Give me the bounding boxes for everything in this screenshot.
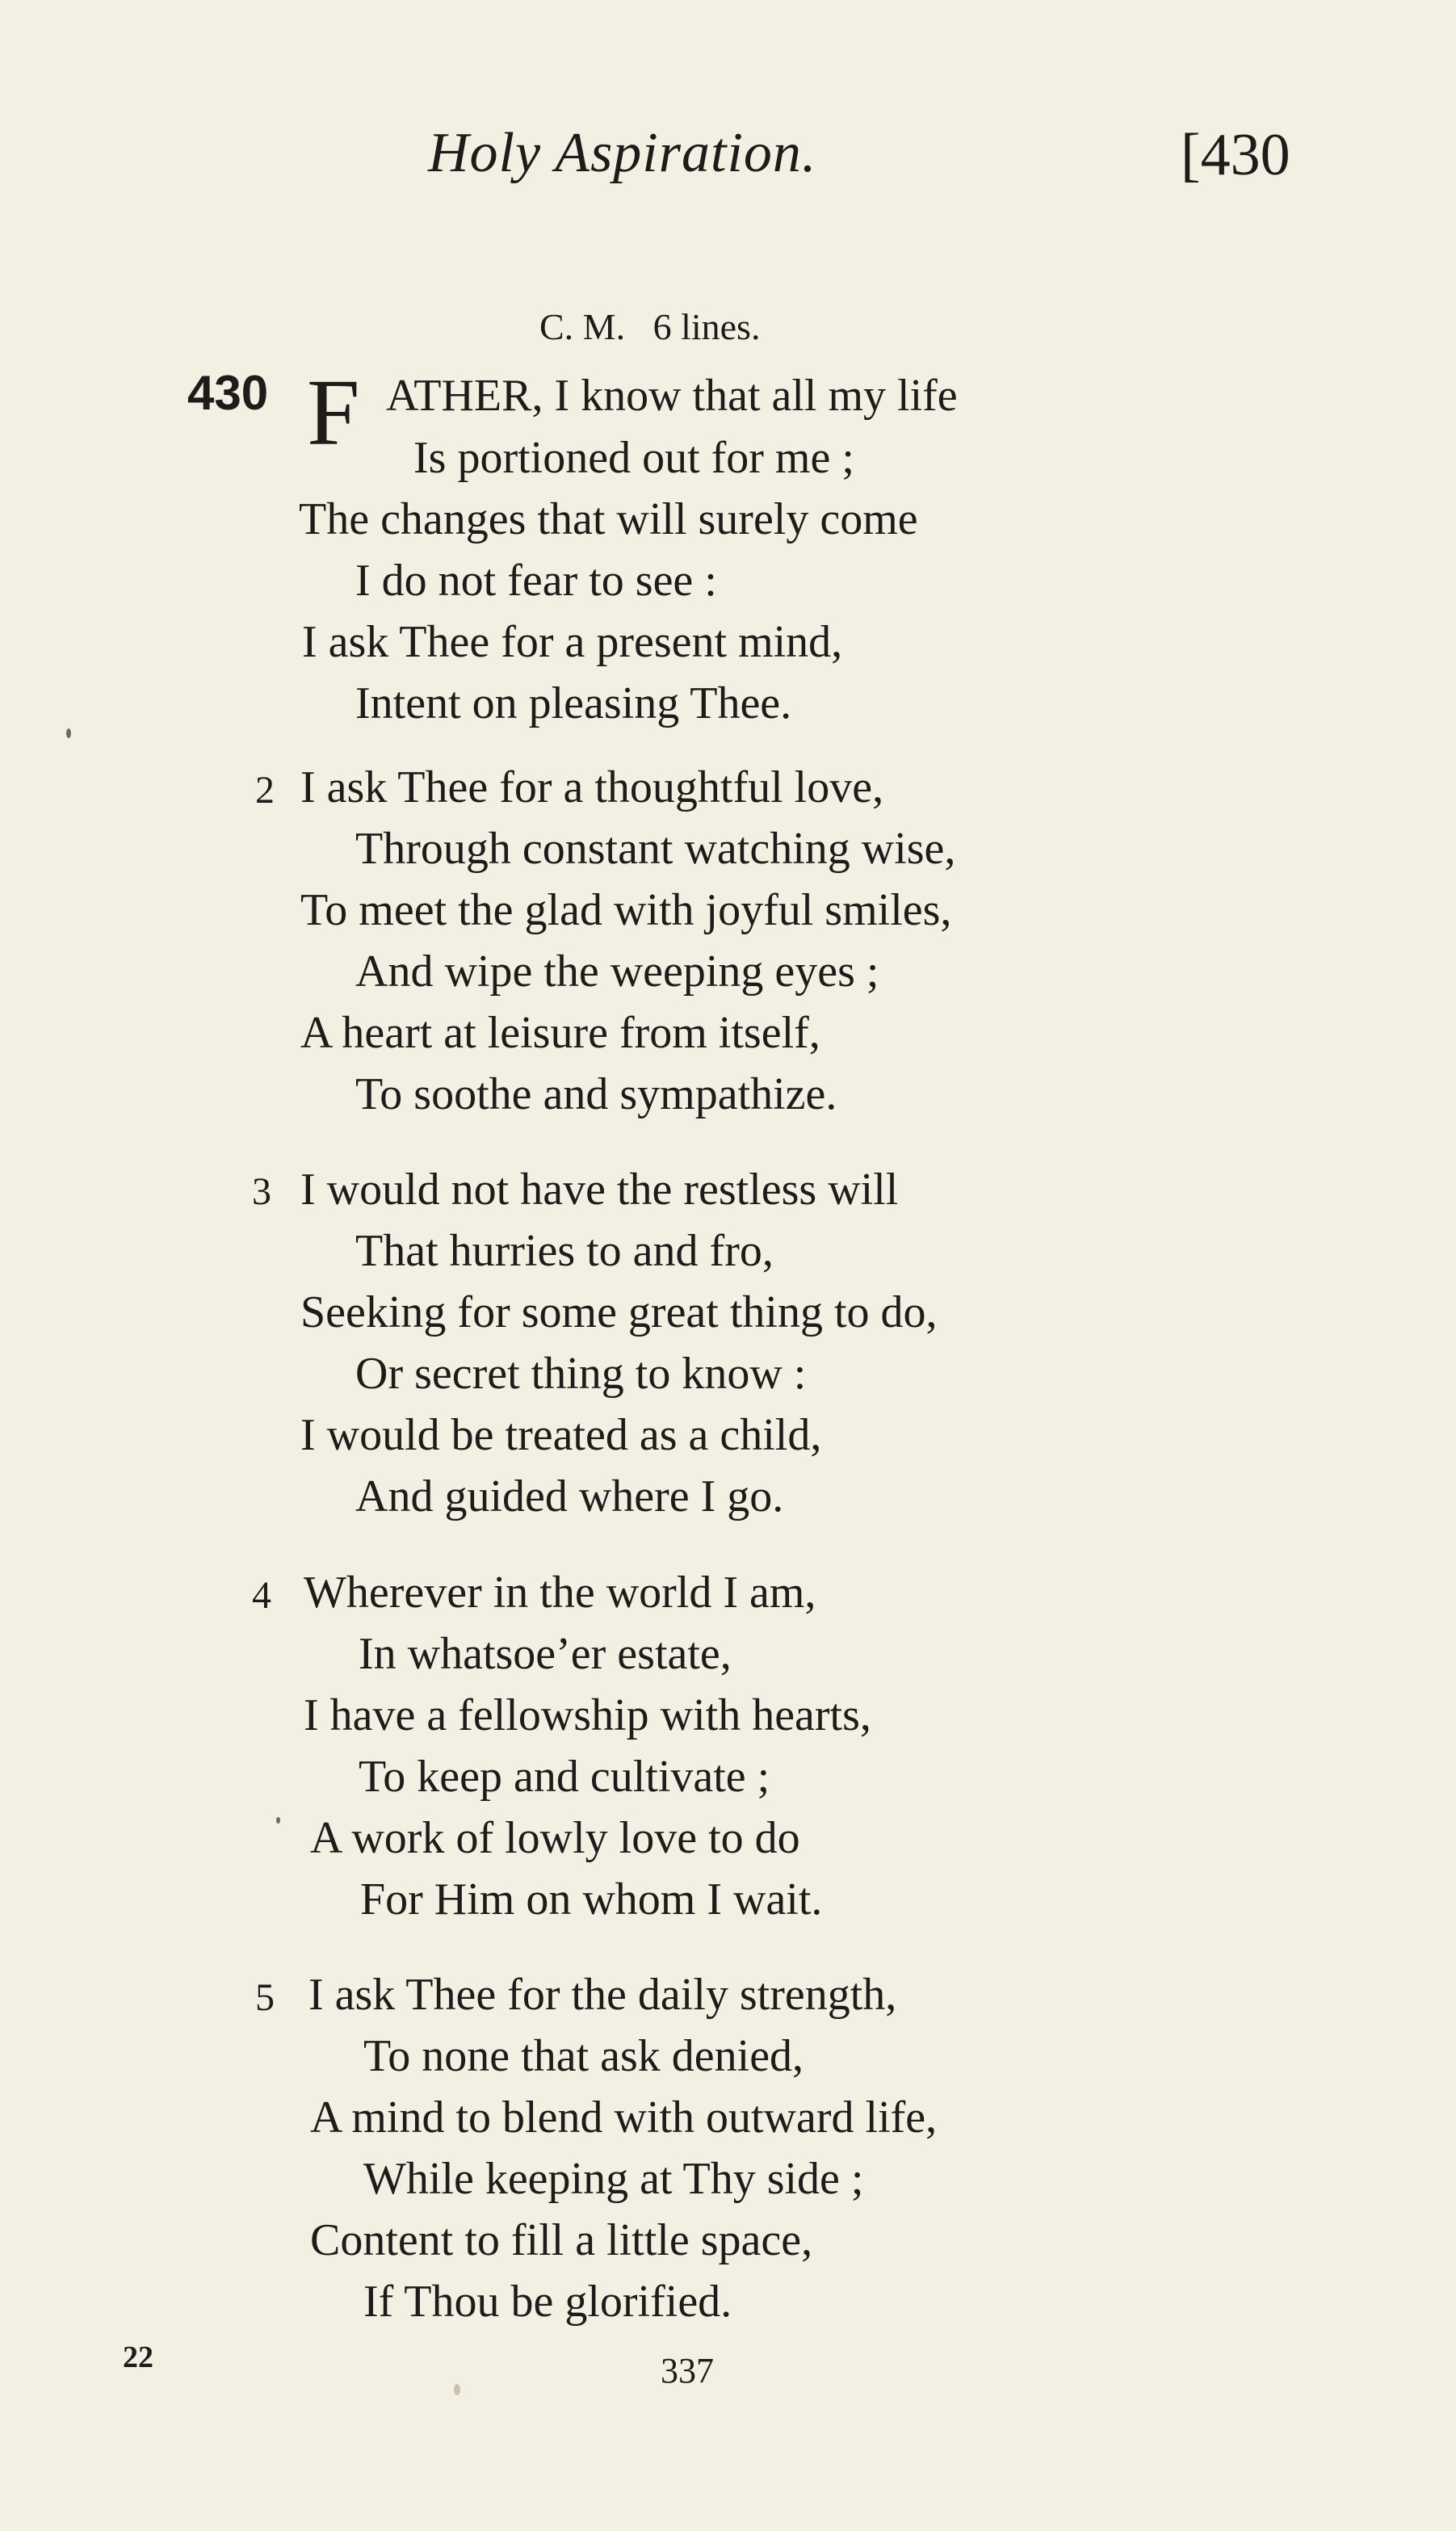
verse-line: ATHER, I know that all my life [386, 371, 958, 421]
verse-line: A work of lowly love to do [310, 1813, 800, 1863]
verse-line: And wipe the weeping eyes ; [355, 947, 879, 997]
verse-line: I would not have the restless will [300, 1165, 899, 1215]
paper-speck [66, 728, 71, 738]
verse-line: For Him on whom I wait. [360, 1874, 823, 1924]
verse-line: While keeping at Thy side ; [363, 2154, 864, 2204]
verse-line: Is portioned out for me ; [413, 433, 854, 483]
verse-line: I would be treated as a child, [300, 1410, 822, 1460]
verse-line: I have a fellowship with hearts, [304, 1690, 871, 1740]
verse-line: I ask Thee for a present mind, [302, 617, 843, 667]
verse-line: Seeking for some great thing to do, [300, 1287, 938, 1337]
page-number: 337 [661, 2351, 714, 2390]
verse-line: A heart at leisure from itself, [300, 1008, 820, 1058]
meter-label: C. M. 6 lines. [539, 306, 761, 347]
hymn-number: 430 [187, 366, 269, 420]
hymn-reference: [430 [1181, 122, 1290, 188]
verse-line: Through constant watching wise, [355, 824, 956, 874]
verse-line: In whatsoe’er estate, [359, 1629, 732, 1679]
paper-speck [454, 2384, 460, 2395]
verse-line: The changes that will surely come [299, 494, 918, 544]
verse-line: Intent on pleasing Thee. [355, 678, 792, 728]
verse-line: To none that ask denied, [363, 2031, 804, 2081]
stanza-number: 2 [255, 769, 275, 812]
verse-line: A mind to blend with outward life, [310, 2092, 938, 2143]
verse-line: To keep and cultivate ; [359, 1752, 770, 1802]
stanza-number: 5 [255, 1976, 275, 2019]
verse-line: Or secret thing to know : [355, 1349, 807, 1399]
verse-line: That hurries to and fro, [355, 1226, 774, 1276]
verse-line: If Thou be glorified. [363, 2277, 732, 2327]
verse-line: Content to fill a little space, [310, 2215, 813, 2265]
stanza-number: 4 [252, 1574, 271, 1617]
paper-speck [276, 1817, 280, 1824]
verse-line: Wherever in the world I am, [304, 1568, 816, 1618]
verse-line: I ask Thee for the daily strength, [308, 1970, 897, 2020]
verse-line: To soothe and sympathize. [355, 1069, 837, 1119]
stanza-number: 3 [252, 1170, 271, 1213]
verse-line: I do not fear to see : [355, 556, 717, 606]
verse-line: And guided where I go. [355, 1471, 784, 1522]
verse-line: I ask Thee for a thoughtful love, [300, 762, 884, 812]
signature-mark: 22 [123, 2340, 153, 2374]
verse-line: To meet the glad with joyful smiles, [300, 885, 952, 935]
running-title: Holy Aspiration. [428, 122, 817, 184]
drop-cap: F [307, 359, 360, 465]
